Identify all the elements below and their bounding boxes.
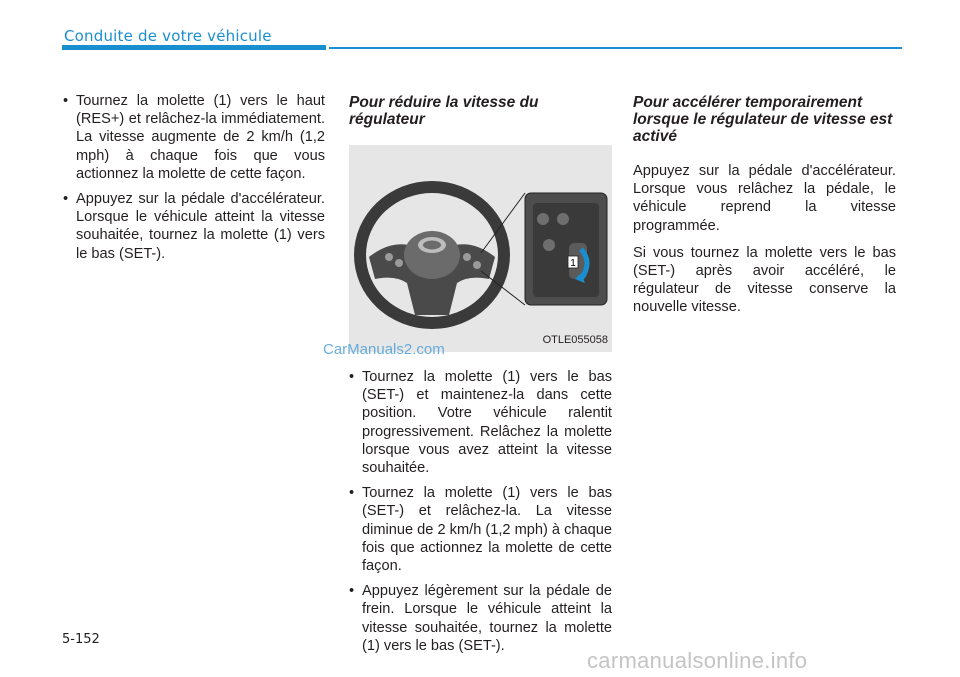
column-3 bbox=[633, 94, 896, 326]
section-title: Conduite de votre véhicule bbox=[64, 27, 272, 45]
steering-wheel-illustration bbox=[349, 145, 612, 352]
bullet-item: • Tournez la molette (1) vers le bas (SET-) et relâchez-la. La vitesse diminue de 2 km/h (1,2 mph) à chaque fois que actionnez la molette de cette façon. bbox=[349, 484, 612, 575]
figure-code: OTLE055058 bbox=[542, 333, 608, 346]
watermark-link[interactable]: CarManuals2.com bbox=[323, 341, 445, 358]
bullet-item: • Appuyez légèrement sur la pédale de frein. Lorsque le véhicule atteint la vitesse souhaitée, tournez la molette (1) vers le bas (SET-). bbox=[349, 582, 612, 655]
column-2 bbox=[349, 94, 612, 662]
section-heading: Pour accélérer temporairement lorsque le régulateur de vitesse est activé bbox=[633, 94, 893, 145]
header-rule-thin bbox=[329, 47, 902, 49]
bullet-item: • Appuyez sur la pédale d'accélérateur. Lorsque le véhicule atteint la vitesse souhaitée, tournez la molette (1) vers le bas (SET-). bbox=[63, 190, 325, 263]
column-1 bbox=[63, 92, 325, 270]
header-rule-thick bbox=[62, 45, 326, 50]
steering-wheel-figure bbox=[349, 145, 612, 352]
section-heading: Pour réduire la vitesse du régulateur bbox=[349, 94, 539, 128]
bullet-list bbox=[349, 368, 612, 655]
paragraph: Appuyez sur la pédale d'accélérateur. Lorsque vous relâchez la pédale, le véhicule reprend la vitesse programmée. bbox=[633, 163, 896, 234]
callout-1: 1 bbox=[570, 258, 576, 269]
paragraph: Si vous tournez la molette vers le bas (SET-) après avoir accéléré, le régulateur de vitesse conserve la nouvelle vitesse. bbox=[633, 244, 896, 316]
bullet-list bbox=[63, 92, 325, 263]
bullet-item: • Tournez la molette (1) vers le bas (SET-) et maintenez-la dans cette position. Votre véhicule ralentit progressivement. Relâchez la molette lorsque vous avez atteint la vitesse souhaitée. bbox=[349, 368, 612, 477]
bullet-item: • Tournez la molette (1) vers le haut (RES+) et relâchez-la immédiatement. La vitesse augmente de 2 km/h (1,2 mph) à chaque fois que vous actionnez la molette de cette façon. bbox=[63, 92, 325, 183]
footer-site-link[interactable]: carmanualsonline.info bbox=[587, 648, 808, 673]
page-number: 5-152 bbox=[62, 632, 100, 647]
